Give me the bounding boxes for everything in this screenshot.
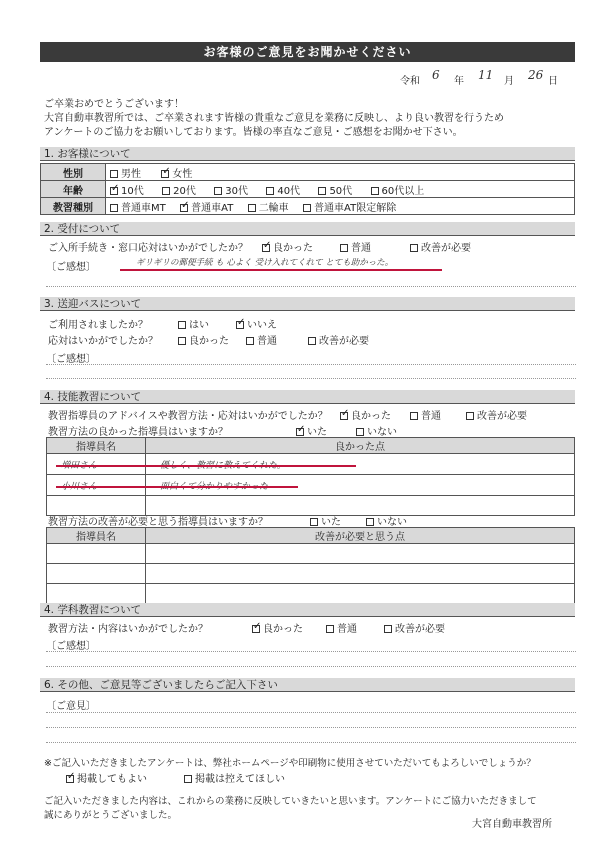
closing-line-1: ご記入いただきました内容は、これからの業務に反映していきたいと思います。アンケートにご協力いただきまして bbox=[44, 796, 537, 807]
classroom-good-label: 良かった bbox=[263, 624, 303, 635]
bad-row-2 bbox=[47, 564, 575, 584]
age-60s-checkbox[interactable] bbox=[371, 187, 379, 195]
age-10s-checkbox[interactable] bbox=[110, 187, 118, 195]
bad-instructor-question: 教習方法の改善が必要と思う指導員はいますか？ bbox=[48, 517, 268, 528]
skill-advice-normal-label: 普通 bbox=[421, 411, 441, 422]
bad-instructor-no-checkbox[interactable] bbox=[366, 518, 374, 526]
intro-line-3: アンケートのご協力をお願いしております。皆様の率直なご意見・ご感想をお聞かせ下さい。 bbox=[44, 127, 463, 138]
other-comment-label: 〔ご意見〕 bbox=[46, 701, 96, 712]
classroom-normal-label: 普通 bbox=[337, 624, 357, 635]
good-col-point: 良かった点 bbox=[146, 438, 575, 454]
type-at-release-checkbox[interactable] bbox=[303, 204, 311, 212]
age-20s-label: 20代 bbox=[173, 185, 196, 197]
gender-male-checkbox[interactable] bbox=[110, 170, 118, 178]
classroom-comment-label: 〔ご感想〕 bbox=[46, 641, 96, 652]
bad-instructor-yes-checkbox[interactable] bbox=[310, 518, 318, 526]
bus-service-good-label: 良かった bbox=[189, 336, 229, 347]
reception-comment-label: 〔ご感想〕 bbox=[46, 262, 96, 273]
reception-normal bbox=[340, 239, 371, 254]
bus-used-no bbox=[236, 316, 277, 331]
reception-normal-label: 普通 bbox=[351, 243, 371, 254]
bus-service-good-checkbox[interactable] bbox=[178, 337, 186, 345]
section-6-header: 6. その他、ご意見等ございましたらご記入下さい bbox=[40, 678, 575, 692]
gender-label: 性別 bbox=[41, 164, 106, 181]
publish-no-label: 掲載は控えてほしい bbox=[195, 774, 285, 785]
date-year-unit: 年 bbox=[454, 76, 464, 87]
bad-row-1 bbox=[47, 544, 575, 564]
gender-options bbox=[106, 164, 575, 181]
bus-service-question: 応対はいかがでしたか？ bbox=[48, 336, 158, 347]
age-label: 年齢 bbox=[41, 181, 106, 198]
bus-comment-line-1 bbox=[46, 364, 576, 365]
age-10s-label: 10代 bbox=[121, 185, 144, 197]
bus-service-improve-checkbox[interactable] bbox=[308, 337, 316, 345]
bus-service-normal-checkbox[interactable] bbox=[246, 337, 254, 345]
good-instructor-yes-checkbox[interactable] bbox=[296, 428, 304, 436]
good-col-name: 指導員名 bbox=[47, 438, 146, 454]
good-row-2 bbox=[47, 475, 575, 496]
good-row-2-underline bbox=[56, 486, 298, 488]
type-mt-label: 普通車MT bbox=[121, 202, 166, 214]
date-month-unit: 月 bbox=[504, 76, 514, 87]
classroom-question: 教習方法・内容はいかがでしたか？ bbox=[48, 624, 208, 635]
publish-no bbox=[184, 770, 285, 785]
bus-used-yes-label: はい bbox=[189, 320, 209, 331]
reception-good-checkbox[interactable] bbox=[262, 244, 270, 252]
section-5-header: 4. 学科教習について bbox=[40, 603, 575, 617]
classroom-good-checkbox[interactable] bbox=[252, 625, 260, 633]
good-instructor-table bbox=[46, 437, 575, 516]
bad-col-point: 改善が必要と思う点 bbox=[146, 528, 575, 544]
good-instructor-no-label: いない bbox=[367, 427, 397, 438]
good-instructor-yes-label: いた bbox=[307, 427, 327, 438]
classroom-normal bbox=[326, 620, 357, 635]
good-row-2-name: 小川さん bbox=[47, 475, 146, 496]
age-20s-checkbox[interactable] bbox=[162, 187, 170, 195]
section-2-header: 2. 受付について bbox=[40, 222, 575, 236]
age-40s-checkbox[interactable] bbox=[266, 187, 274, 195]
reception-improve-checkbox[interactable] bbox=[410, 244, 418, 252]
reception-good-label: 良かった bbox=[273, 243, 313, 254]
bus-used-question: ご利用されましたか？ bbox=[48, 320, 148, 331]
skill-advice-improve bbox=[466, 407, 527, 422]
age-60s-label: 60代以上 bbox=[381, 185, 425, 197]
bad-instructor-no-label: いない bbox=[377, 517, 407, 528]
type-bike-checkbox[interactable] bbox=[248, 204, 256, 212]
bus-comment-label: 〔ご感想〕 bbox=[46, 354, 96, 365]
classroom-comment-line-1 bbox=[46, 651, 576, 652]
good-row-1 bbox=[47, 454, 575, 475]
survey-title: お客様のご意見をお聞かせください bbox=[40, 42, 575, 62]
type-at-release-label: 普通車AT限定解除 bbox=[314, 202, 397, 214]
age-40s-label: 40代 bbox=[277, 185, 301, 197]
bus-service-normal bbox=[246, 332, 277, 347]
good-instructor-yes bbox=[296, 423, 327, 438]
classroom-improve-checkbox[interactable] bbox=[384, 625, 392, 633]
skill-advice-normal bbox=[410, 407, 441, 422]
skill-advice-improve-checkbox[interactable] bbox=[466, 412, 474, 420]
bus-service-improve-label: 改善が必要 bbox=[319, 336, 369, 347]
course-type-label: 教習種別 bbox=[41, 198, 106, 215]
gender-male-label: 男性 bbox=[121, 168, 141, 180]
bad-instructor-no bbox=[366, 513, 407, 528]
intro-line-1: ご卒業おめでとうございます！ bbox=[44, 99, 184, 110]
good-row-1-note: 優しく、教習に教えてくれた。 bbox=[146, 454, 575, 475]
classroom-comment-line-2 bbox=[46, 666, 576, 667]
skill-advice-good-label: 良かった bbox=[351, 411, 391, 422]
reception-question: ご入所手続き・窓口応対はいかがでしたか？ bbox=[48, 243, 248, 254]
school-signature: 大宮自動車教習所 bbox=[472, 819, 552, 830]
bus-service-good bbox=[178, 332, 229, 347]
type-at-checkbox[interactable] bbox=[180, 204, 188, 212]
good-row-1-name: 増田さん bbox=[47, 454, 146, 475]
publish-ok-checkbox[interactable] bbox=[66, 775, 74, 783]
bad-instructor-yes-label: いた bbox=[321, 517, 341, 528]
age-50s-checkbox[interactable] bbox=[318, 187, 326, 195]
publish-ok bbox=[66, 770, 147, 785]
publish-question: ※ご記入いただきましたアンケートは、弊社ホームページや印刷物に使用させていただいてもよろしいでしょうか？ bbox=[44, 758, 536, 769]
closing-line-2: 誠にありがとうございました。 bbox=[44, 810, 178, 821]
section-1-header: 1. お客様について bbox=[40, 147, 575, 161]
good-instructor-no bbox=[356, 423, 397, 438]
other-comment-line-2 bbox=[46, 727, 576, 728]
reception-normal-checkbox[interactable] bbox=[340, 244, 348, 252]
reception-good bbox=[262, 239, 313, 254]
reception-comment: ギリギリの郵便手続 も 心よく 受け入れてくれて とても助かった。 bbox=[136, 258, 394, 268]
bus-service-improve bbox=[308, 332, 369, 347]
skill-advice-good-checkbox[interactable] bbox=[340, 412, 348, 420]
bad-col-name: 指導員名 bbox=[47, 528, 146, 544]
date-year: 6 bbox=[432, 68, 440, 82]
publish-ok-label: 掲載してもよい bbox=[77, 774, 147, 785]
section-4-header: 4. 技能教習について bbox=[40, 390, 575, 404]
classroom-improve bbox=[384, 620, 445, 635]
classroom-good bbox=[252, 620, 303, 635]
reception-improve-label: 改善が必要 bbox=[421, 243, 471, 254]
type-mt-checkbox[interactable] bbox=[110, 204, 118, 212]
good-row-1-underline bbox=[56, 465, 356, 467]
skill-advice-question: 教習指導員のアドバイスや教習方法・応対はいかがでしたか？ bbox=[48, 411, 328, 422]
bad-row-3 bbox=[47, 584, 575, 604]
classroom-improve-label: 改善が必要 bbox=[395, 624, 445, 635]
good-instructor-no-checkbox[interactable] bbox=[356, 428, 364, 436]
skill-advice-normal-checkbox[interactable] bbox=[410, 412, 418, 420]
intro-line-2: 大宮自動車教習所では、ご卒業されます皆様の貴重なご意見を業務に反映し、より良い教習を行うため bbox=[44, 113, 504, 124]
bad-instructor-yes bbox=[310, 513, 341, 528]
gender-female-checkbox[interactable] bbox=[161, 170, 169, 178]
customer-info-table bbox=[40, 163, 575, 215]
reception-comment-line bbox=[46, 286, 576, 287]
age-30s-label: 30代 bbox=[225, 185, 248, 197]
bus-used-yes bbox=[178, 316, 209, 331]
good-instructor-question: 教習方法の良かった指導員はいますか？ bbox=[48, 427, 228, 438]
date-day-unit: 日 bbox=[548, 76, 558, 87]
good-row-2-note: 面白くて分かりやすかった bbox=[146, 475, 575, 496]
bus-used-yes-checkbox[interactable] bbox=[178, 321, 186, 329]
gender-female-label: 女性 bbox=[172, 168, 193, 180]
age-30s-checkbox[interactable] bbox=[214, 187, 222, 195]
other-comment-line-3 bbox=[46, 742, 576, 743]
date-day: 26 bbox=[528, 68, 544, 82]
skill-advice-improve-label: 改善が必要 bbox=[477, 411, 527, 422]
section-3-header: 3. 送迎バスについて bbox=[40, 297, 575, 311]
date-era: 令和 bbox=[400, 76, 420, 87]
other-comment-line-1 bbox=[46, 712, 576, 713]
bus-used-no-label: いいえ bbox=[247, 320, 277, 331]
bus-service-normal-label: 普通 bbox=[257, 336, 277, 347]
bad-instructor-table bbox=[46, 527, 575, 604]
type-at-label: 普通車AT bbox=[191, 202, 234, 214]
publish-no-checkbox[interactable] bbox=[184, 775, 192, 783]
type-bike-label: 二輪車 bbox=[258, 202, 289, 214]
bus-used-no-checkbox[interactable] bbox=[236, 321, 244, 329]
reception-improve bbox=[410, 239, 471, 254]
reception-comment-underline bbox=[120, 269, 442, 271]
skill-advice-good bbox=[340, 407, 391, 422]
bus-comment-line-2 bbox=[46, 378, 576, 379]
course-type-options bbox=[106, 198, 575, 215]
classroom-normal-checkbox[interactable] bbox=[326, 625, 334, 633]
age-options bbox=[106, 181, 575, 198]
age-50s-label: 50代 bbox=[329, 185, 353, 197]
date-month: 11 bbox=[478, 68, 494, 82]
